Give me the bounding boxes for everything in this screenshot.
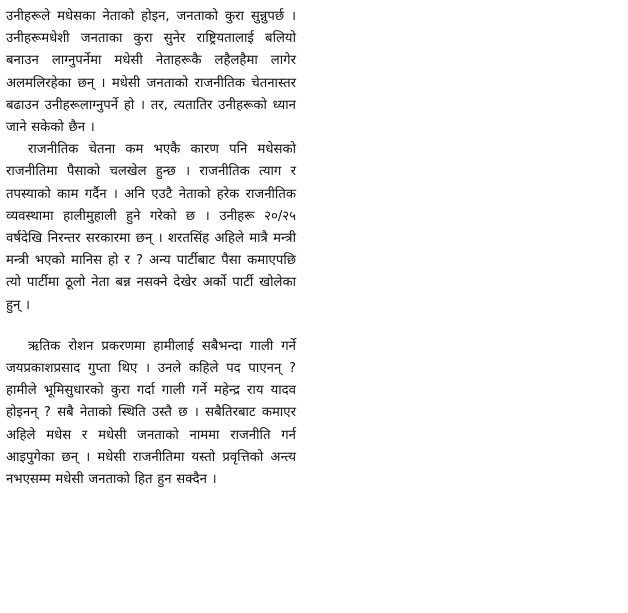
- paragraph-spacer-2: [6, 317, 296, 336]
- text-column: [6, 6, 296, 491]
- paragraph-3: [6, 336, 296, 491]
- paragraph-1: [6, 6, 296, 139]
- paragraph-1-text: उनीहरूले मधेसका नेताको होइन, जनताको कुरा सुन्नुपर्छ । उनीहरूमधेशी जनताका कुरा सुनेर राष्ट्रियतालाई बलियो बनाउन लाग्नुपर्नेमा मधेसी नेताहरूकै लहैलहैमा लागेर अलमलिरहेका छन् । मधेसी जनताको राजनीतिक चेतनास्तर बढाउन उनीहरूलाग्नुपर्ने हो । तर, त्यतातिर उनीहरूको ध्यान जाने सकेको छैन ।: [6, 9, 296, 136]
- paragraph-2-text: राजनीतिक चेतना कम भएकै कारण पनि मधेसको राजनीतिमा पैसाको चलखेल हुन्छ । राजनीतिक त्याग र तपस्याको काम गर्दैन । अनि एउटै नेताको हरेक राजनीतिक व्यवस्थामा हालीमुहाली हुने गरेको छ । उनीहरू २०/२५ वर्षदेखि निरन्तर सरकारमा छन् । शरतसिंह अहिले मात्रै मन्त्री मन्त्री भएको मानिस हो र ? अन्य पार्टीबाट पैसा कमाएपछि त्यो पार्टीमा ठूलो नेता बन्न नसक्ने देखेर अर्को पार्टी खोलेका हुन् ।: [6, 142, 296, 313]
- paragraph-3-text: ऋतिक रोशन प्रकरणमा हामीलाई सबैभन्दा गाली गर्ने जयप्रकाशप्रसाद गुप्ता थिए । उनले कहिले पद पाएनन् ? हामीले भूमिसुधारको कुरा गर्दा गाली गर्ने महेन्द्र राय यादव होइनन् ? सबै नेताको स्थिति उस्तै छ । सबैतिरबाट कमाएर अहिले मधेस र मधेसी जनताको नाममा राजनीति गर्न आइपुगेका छन् । मधेसी राजनीतिमा यस्तो प्रवृत्तिको अन्त्य नभएसम्म मधेसी जनताको हित हुन सक्दैन ।: [6, 338, 296, 488]
- paragraph-2: [6, 139, 296, 317]
